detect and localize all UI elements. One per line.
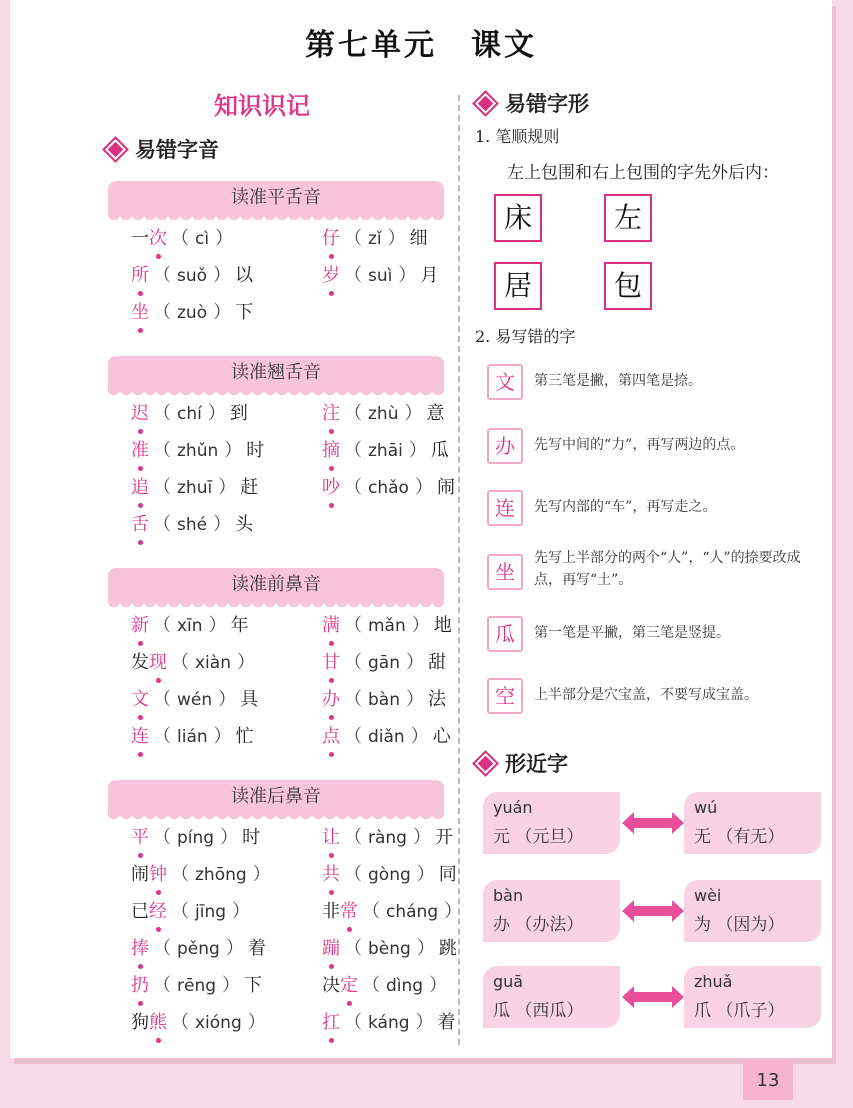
word-entry [322,823,453,849]
word-entry [322,399,444,425]
word-highlight: 甘 [322,648,340,674]
word-suffix: 年 [230,615,249,636]
paren-close: ） [213,514,232,535]
word-pinyin: dìng [386,976,424,996]
word-entry [131,860,275,886]
word-highlight: 钟 [149,860,167,886]
miswritten-note: 第一笔是平撇，第三笔是竖提。 [534,625,730,641]
paren-close: ） [416,864,435,885]
word-suffix: 时 [246,440,265,461]
word-highlight: 追 [131,473,149,499]
word-highlight: 经 [149,897,167,923]
paren-close: ） [208,615,227,636]
word-highlight: 平 [131,823,149,849]
similar-card [684,966,821,1028]
word-pinyin: zhù [368,404,399,424]
word-suffix: 同 [438,864,457,885]
similar-card [483,966,620,1028]
word-highlight: 蹦 [322,934,340,960]
word-highlight: 次 [149,224,167,250]
word-entry [322,685,446,711]
word-suffix: 法 [427,689,446,710]
word-entry [131,298,253,324]
section-similar-label: 形近字 [505,752,568,776]
paren-open: （ [344,477,362,498]
paren-close: ） [414,477,433,498]
miswritten-char: 坐 [487,554,523,590]
word-entry [131,261,253,287]
word-entry [322,722,451,748]
card-text: 办 （办法） [493,915,584,935]
paren-close: ） [225,938,244,959]
word-highlight: 新 [131,611,149,637]
word-prefix: 一 [131,228,149,249]
paren-close: ） [222,975,241,996]
word-suffix: 瓜 [430,440,449,461]
similar-card [684,792,821,854]
paren-open: （ [362,975,380,996]
card-pinyin: wú [694,798,718,817]
miswritten-note: 先写上半部分的两个“人”，“人”的捺要改成点，再写“土”。 [534,550,801,588]
word-entry [131,473,258,499]
word-entry [131,436,264,462]
word-pinyin: chǎo [368,478,409,498]
word-entry [131,934,266,960]
word-highlight: 捧 [131,934,149,960]
miswritten-char: 办 [487,428,523,464]
word-pinyin: zhōng [195,865,247,885]
word-prefix: 闹 [131,864,149,885]
word-entry [131,971,262,997]
word-pinyin: shé [177,515,208,535]
card-pinyin: yuán [493,798,533,817]
lesson-title: 课文 [471,28,537,63]
card-pinyin: wèi [694,886,722,905]
miswritten-char: 文 [487,364,523,400]
word-highlight: 点 [322,722,340,748]
miswritten-note: 先写内部的“车”，再写走之。 [534,499,717,515]
card-text: 为 （因为） [694,915,785,935]
paren-close: ） [213,726,232,747]
miswritten-heading: 2. 易写错的字 [475,327,576,346]
section-pronunciation-label: 易错字音 [135,138,219,162]
word-entry [131,648,259,674]
word-prefix: 已 [131,901,149,922]
paren-close: ） [444,901,463,922]
word-pinyin: rēng [177,976,217,996]
double-arrow-icon [622,986,684,1008]
group-banner: 读准平舌音 [108,181,444,215]
word-pinyin: xiàn [195,653,231,673]
miswritten-char: 连 [487,490,523,526]
word-prefix: 非 [322,901,340,922]
paren-close: ） [429,975,448,996]
word-suffix: 头 [235,514,254,535]
word-entry [131,510,253,536]
word-suffix: 赶 [240,477,259,498]
paren-open: （ [153,265,171,286]
paren-close: ） [405,652,424,673]
word-entry [131,1008,270,1034]
word-entry [322,224,428,250]
word-highlight: 定 [340,971,358,997]
word-pinyin: cì [195,229,210,249]
section-similar [478,748,568,778]
section-glyph-label: 易错字形 [505,92,589,116]
paren-close: ） [218,689,237,710]
word-highlight: 所 [131,261,149,287]
word-highlight: 准 [131,436,149,462]
word-suffix: 着 [437,1012,456,1033]
word-suffix: 着 [247,938,266,959]
word-suffix: 以 [235,265,254,286]
word-suffix: 心 [432,726,451,747]
paren-open: （ [344,403,362,424]
left-heading: 知识识记 [214,91,310,120]
word-pinyin: pěng [177,939,220,959]
paren-close: ） [224,440,243,461]
word-pinyin: xióng [195,1013,242,1033]
diamond-icon [475,92,496,113]
miswritten-note: 先写中间的“力”，再写两边的点。 [534,437,745,453]
paren-open: （ [153,689,171,710]
word-entry [131,722,254,748]
word-pinyin: píng [177,828,215,848]
section-pronunciation [108,134,219,164]
word-entry [322,934,457,960]
word-highlight: 注 [322,399,340,425]
word-pinyin: zuò [177,303,208,323]
word-pinyin: gòng [368,865,411,885]
page-number: 13 [743,1060,793,1100]
paren-open: （ [362,901,380,922]
word-pinyin: mǎn [368,616,406,636]
word-highlight: 岁 [322,261,340,287]
word-entry [322,473,455,499]
word-highlight: 迟 [131,399,149,425]
word-suffix: 跳 [438,938,457,959]
word-highlight: 常 [340,897,358,923]
paren-open: （ [153,477,171,498]
word-pinyin: xīn [177,616,203,636]
paren-close: ） [247,1012,266,1033]
similar-card [684,880,821,942]
paren-open: （ [344,265,362,286]
paren-close: ） [408,440,427,461]
word-entry [131,224,237,250]
word-pinyin: wén [177,690,213,710]
paren-open: （ [344,615,362,636]
paren-close: ） [398,265,417,286]
paren-close: ） [236,652,255,673]
paren-close: ） [215,228,234,249]
paren-open: （ [171,228,189,249]
miswritten-char: 瓜 [487,616,523,652]
paren-close: ） [412,827,431,848]
paren-close: ） [416,938,435,959]
card-pinyin: bàn [493,886,524,905]
miswritten-char: 空 [487,678,523,714]
paren-close: ） [207,403,226,424]
paren-close: ） [232,901,251,922]
double-arrow-icon [622,812,684,834]
word-entry [322,611,452,637]
word-highlight: 连 [131,722,149,748]
word-pinyin: diǎn [368,727,405,747]
word-highlight: 扛 [322,1008,340,1034]
paren-open: （ [153,615,171,636]
word-entry [322,436,449,462]
section-glyph [478,88,589,118]
miswritten-note: 上半部分是穴宝盖，不要写成宝盖。 [534,687,758,703]
word-highlight: 坐 [131,298,149,324]
word-suffix: 具 [240,689,259,710]
word-suffix: 细 [409,228,428,249]
word-entry [131,823,260,849]
paren-open: （ [171,901,189,922]
word-entry [322,971,451,997]
paren-open: （ [153,827,171,848]
word-suffix: 意 [426,403,445,424]
word-pinyin: káng [368,1013,410,1033]
word-suffix: 下 [235,302,254,323]
paren-close: ） [213,265,232,286]
unit-title: 第七单元 [305,28,437,63]
paren-close: ） [405,689,424,710]
word-highlight: 吵 [322,473,340,499]
paren-open: （ [153,440,171,461]
card-pinyin: zhuǎ [694,972,733,991]
paren-open: （ [344,938,362,959]
page-title [10,20,832,64]
word-pinyin: lián [177,727,208,747]
word-prefix: 决 [322,975,340,996]
word-suffix: 时 [242,827,261,848]
word-prefix: 狗 [131,1012,149,1033]
paren-close: ） [411,615,430,636]
word-pinyin: suǒ [177,266,208,286]
paren-open: （ [153,514,171,535]
card-text: 爪 （爪子） [694,1001,785,1021]
word-highlight: 熊 [149,1008,167,1034]
word-highlight: 满 [322,611,340,637]
word-suffix: 到 [229,403,248,424]
word-pinyin: chí [177,404,202,424]
paren-close: ） [213,302,232,323]
paren-open: （ [344,689,362,710]
word-highlight: 摘 [322,436,340,462]
word-entry [131,611,249,637]
paren-close: ） [410,726,429,747]
word-suffix: 地 [433,615,452,636]
group-banner: 读准后鼻音 [108,780,444,814]
word-highlight: 扔 [131,971,149,997]
word-pinyin: zhuī [177,478,213,498]
word-pinyin: zǐ [368,229,382,249]
word-suffix: 甜 [427,652,446,673]
word-pinyin: cháng [386,902,439,922]
word-highlight: 现 [149,648,167,674]
word-entry [322,261,438,287]
paren-close: ） [252,864,271,885]
word-highlight: 办 [322,685,340,711]
word-pinyin: jīng [195,902,227,922]
word-prefix: 发 [131,652,149,673]
card-text: 瓜 （西瓜） [493,1001,584,1021]
paren-close: ） [387,228,406,249]
miswritten-note: 第三笔是撇，第四笔是捺。 [534,373,702,389]
paren-open: （ [344,864,362,885]
word-entry [131,685,258,711]
paren-open: （ [344,440,362,461]
word-entry [322,897,466,923]
word-entry [131,897,254,923]
card-text: 无 （有无） [694,827,785,847]
paren-open: （ [171,652,189,673]
stroke-rule-heading: 1. 笔顺规则 [475,127,560,146]
word-pinyin: zhāi [368,441,403,461]
word-pinyin: bèng [368,939,411,959]
card-pinyin: guā [493,972,524,991]
word-suffix: 下 [244,975,263,996]
similar-card [483,792,620,854]
group-banner: 读准翘舌音 [108,356,444,390]
paren-close: ） [220,827,239,848]
paren-open: （ [171,1012,189,1033]
paren-open: （ [153,726,171,747]
word-entry [322,648,446,674]
paren-open: （ [153,403,171,424]
paren-open: （ [171,864,189,885]
paren-open: （ [153,302,171,323]
word-highlight: 共 [322,860,340,886]
word-highlight: 让 [322,823,340,849]
paren-close: ） [218,477,237,498]
word-suffix: 开 [434,827,453,848]
stroke-rule-text: 左上包围和右上包围的字先外后内： [507,163,779,183]
rule-char: 左 [604,194,652,242]
word-pinyin: ràng [368,828,407,848]
paren-open: （ [153,975,171,996]
word-suffix: 月 [420,265,439,286]
paren-open: （ [344,827,362,848]
group-banner: 读准前鼻音 [108,568,444,602]
page [10,0,832,1058]
rule-char: 包 [604,262,652,310]
rule-char: 床 [494,194,542,242]
paren-open: （ [344,726,362,747]
word-highlight: 仔 [322,224,340,250]
word-pinyin: bàn [368,690,400,710]
word-entry [131,399,248,425]
rule-char: 居 [494,262,542,310]
paren-open: （ [344,1012,362,1033]
card-text: 元 （元旦） [493,827,584,847]
word-pinyin: zhǔn [177,441,219,461]
similar-card [483,880,620,942]
paren-close: ） [404,403,423,424]
word-entry [322,860,457,886]
word-suffix: 闹 [436,477,455,498]
paren-open: （ [344,652,362,673]
double-arrow-icon [622,900,684,922]
word-highlight: 文 [131,685,149,711]
word-pinyin: suì [368,266,393,286]
diamond-icon [475,752,496,773]
word-entry [322,1008,456,1034]
paren-open: （ [344,228,362,249]
word-pinyin: gān [368,653,400,673]
word-highlight: 舌 [131,510,149,536]
paren-open: （ [153,938,171,959]
diamond-icon [105,138,126,159]
paren-close: ） [415,1012,434,1033]
word-suffix: 忙 [235,726,254,747]
